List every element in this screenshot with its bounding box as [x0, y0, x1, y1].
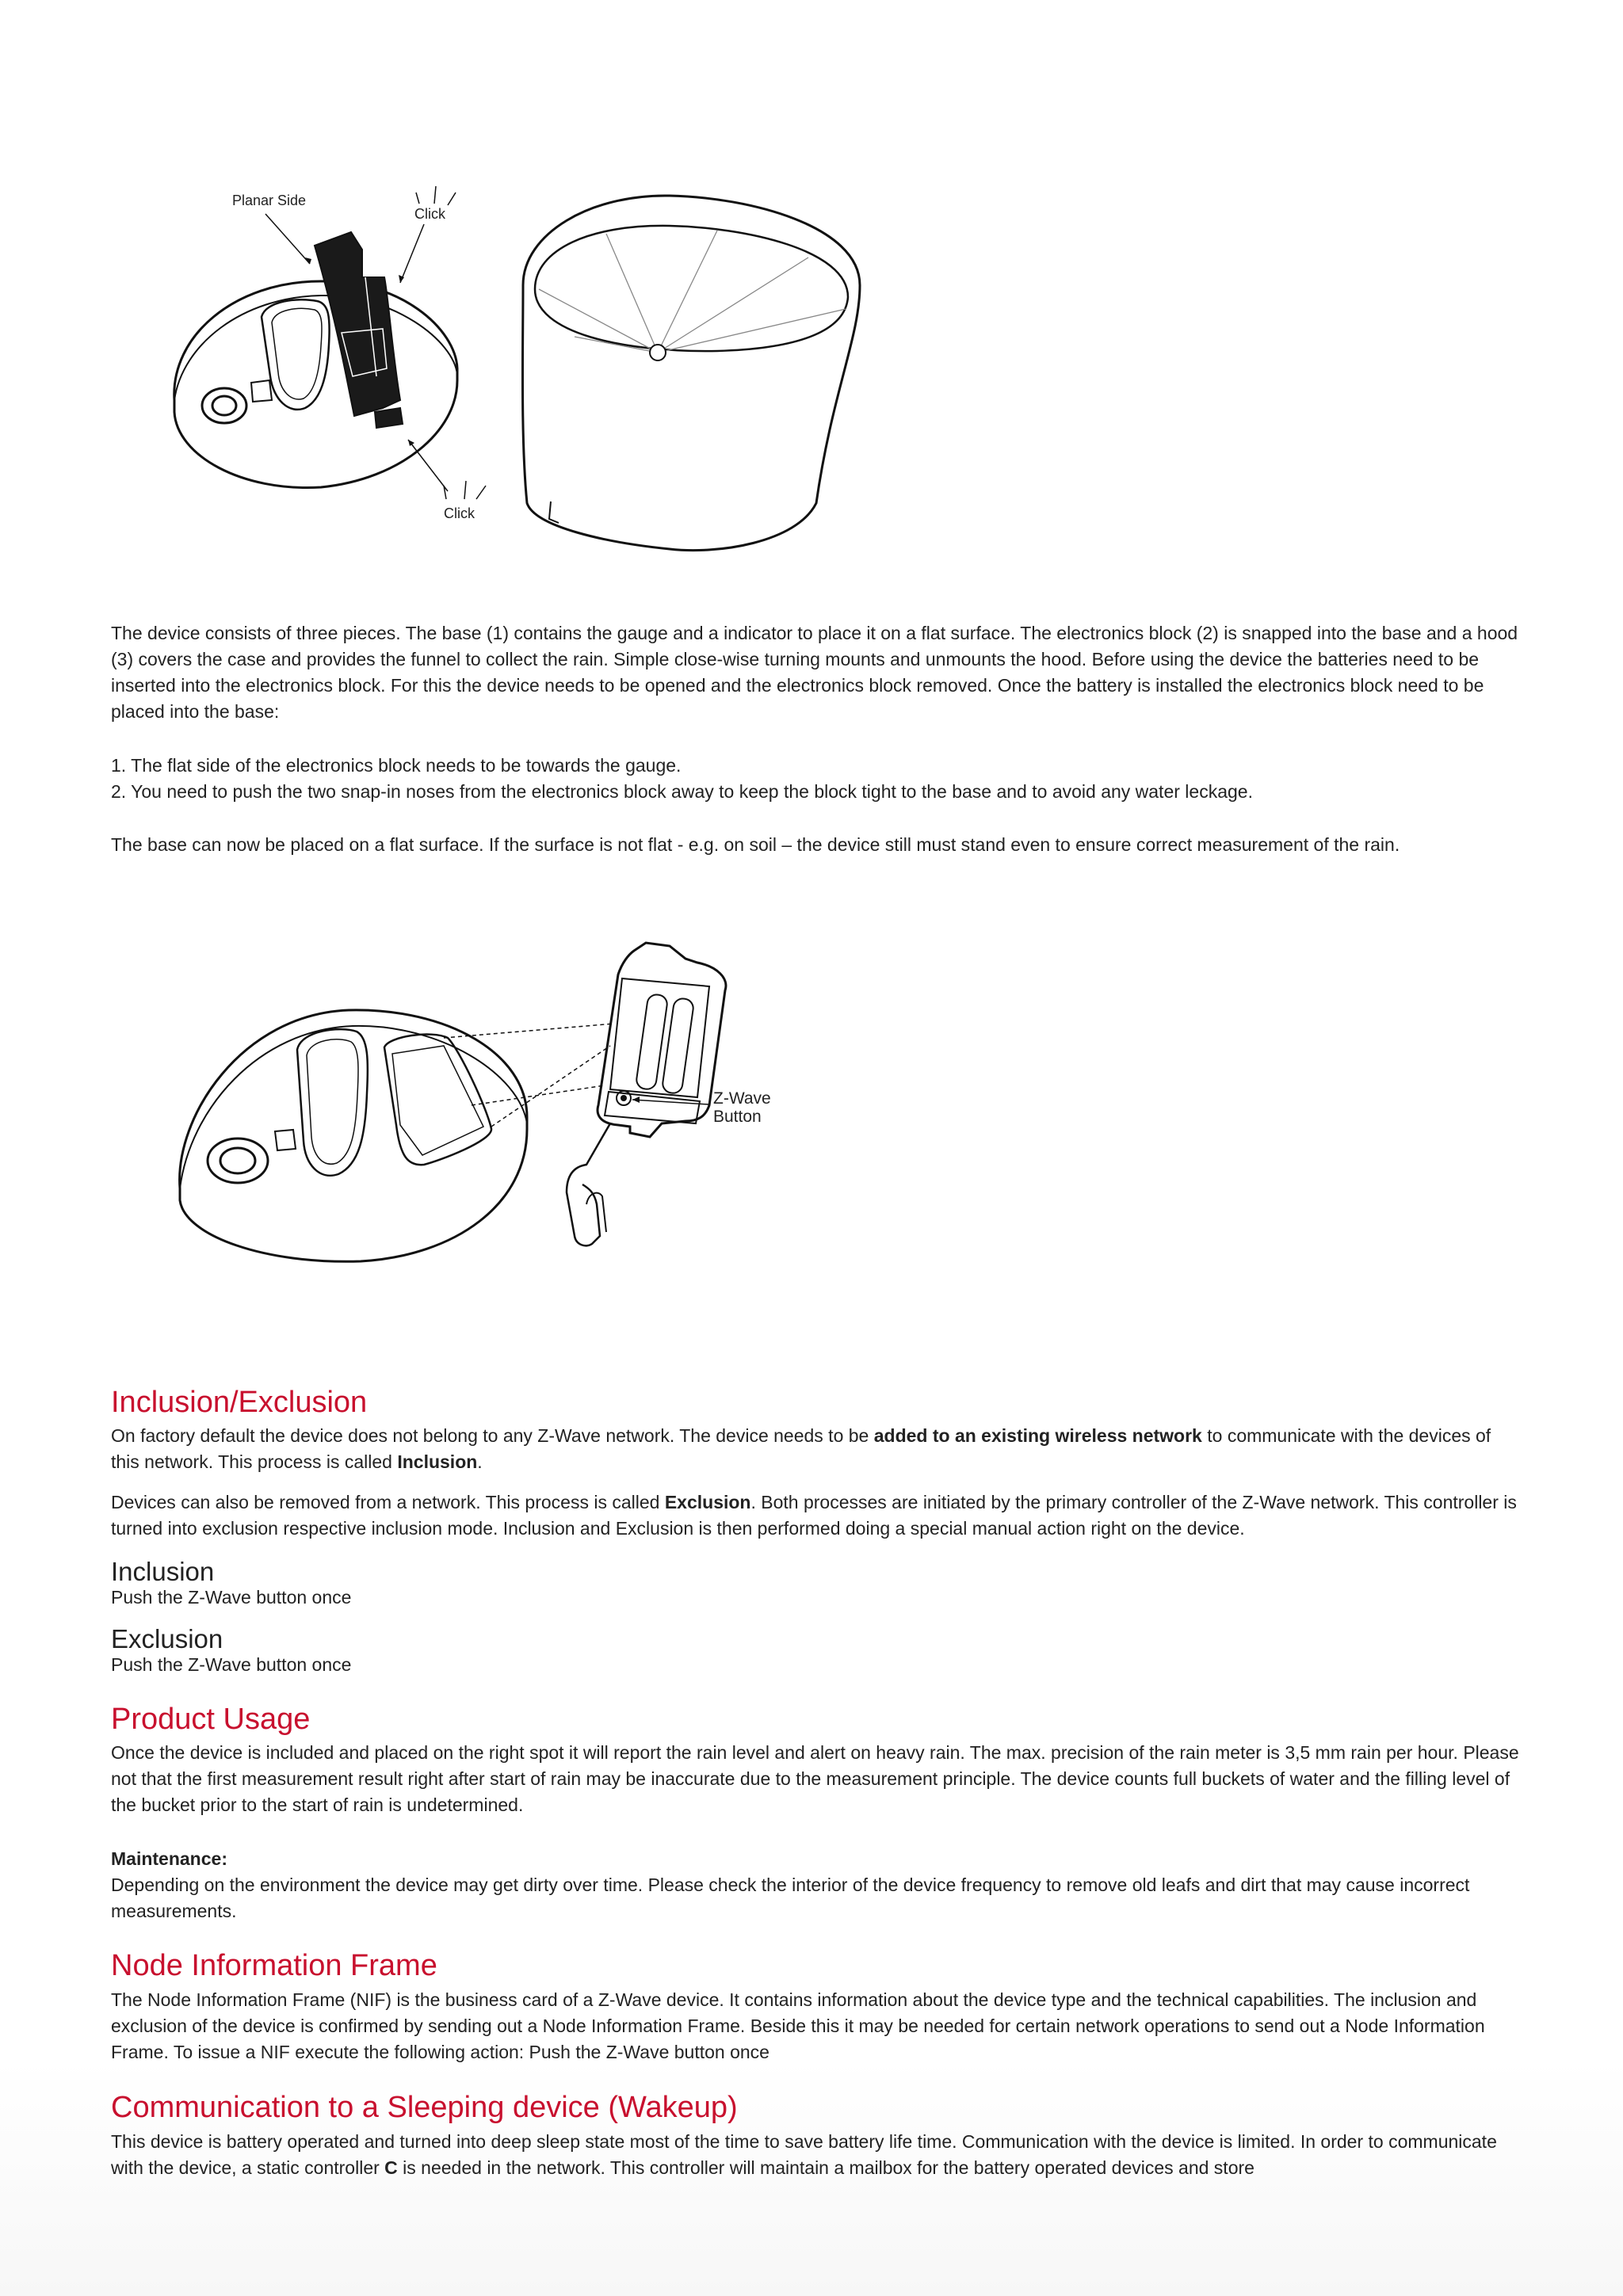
zwave-label-line1: Z-Wave: [713, 1089, 771, 1108]
wakeup-heading: Communication to a Sleeping device (Wakeup): [111, 2091, 738, 2124]
electronics-block: [315, 232, 403, 428]
exclusion-intro-paragraph: Devices can also be removed from a network. This process is called Exclusion. Both processes are initiated by the primary controller of the Z-Wave network. This controller is turned into exclusion respective inclusion mode. Inclusion and Exclusion is then performed doing a special manual action right on the device.: [111, 1492, 1517, 1539]
inclusion-subheading: Inclusion: [111, 1557, 215, 1586]
screwdriver: [567, 1123, 610, 1245]
zwave-button-drawing: [170, 919, 852, 1291]
inclusion-exclusion-heading: Inclusion/Exclusion: [111, 1386, 368, 1419]
zwave-label-line2: Button: [713, 1108, 762, 1126]
assembly-illustration: [162, 139, 876, 566]
maintenance-block: [111, 1846, 1522, 1924]
intro-paragraph: The device consists of three pieces. The base (1) contains the gauge and a indicator to place it on a flat surface. The electronics block (2) is snapped into the base and a hood (3) covers the case and provides the funnel to collect the rain. Simple close-wise turning mounts and unmounts the hood. Before using the device the batteries need to be inserted into the electronics block. For this the device needs to be opened and the electronics block removed. Once the battery is installed the electronics block need to be placed into the base:: [111, 623, 1518, 722]
planar-side-label: Planar Side: [232, 193, 307, 208]
zwave-button-illustration: [170, 919, 852, 1291]
nif-heading: Node Information Frame: [111, 1949, 437, 1982]
gauge-circle: [202, 388, 246, 423]
wakeup-paragraph: This device is battery operated and turned into deep sleep state most of the time to save battery life time. Communication with the device is limited. In order to communicate with the device, a static controller C is needed in the network. This controller will maintain a mailbox for the battery operated devices and store: [111, 2131, 1497, 2178]
placement-note: The base can now be placed on a flat surface. If the surface is not flat - e.g. on soil – the device still must stand even to ensure correct measurement of the rain.: [111, 834, 1400, 855]
inclusion-instruction: Push the Z-Wave button once: [111, 1587, 352, 1608]
click-label-top: Click: [414, 206, 445, 222]
click-label-bottom: Click: [444, 505, 475, 521]
setup-steps: [111, 753, 1522, 805]
gauge-circle-2: [208, 1138, 268, 1183]
setup-step-1: 1. The flat side of the electronics block needs to be towards the gauge.: [111, 755, 682, 776]
maintenance-text: Depending on the environment the device may get dirty over time. Please check the interior of the device frequency to remove old leafs and dirt that may cause incorrect measurements.: [111, 1875, 1470, 1921]
maintenance-label: Maintenance:: [111, 1848, 227, 1869]
electronics-pocket: [384, 1035, 491, 1165]
assembly-drawing: [162, 139, 876, 566]
base-disc: [174, 281, 457, 488]
hood-body: [522, 196, 860, 551]
exclusion-instruction: Push the Z-Wave button once: [111, 1654, 352, 1675]
nif-paragraph: The Node Information Frame (NIF) is the business card of a Z-Wave device. It contains information about the device type and the technical capabilities. The inclusion and exclusion of the device is confirmed by sending out a Node Information Frame. Beside this it may be needed for certain network operations to send out a Node Information Frame. To issue a NIF execute the following action: Push the Z-Wave button once: [111, 1989, 1485, 2062]
product-usage-paragraph: Once the device is included and placed on the right spot it will report the rain level and alert on heavy rain. The max. precision of the rain meter is 3,5 mm rain per hour. Please not that the first measurement result right after start of rain may be inaccurate due to the measurement principle. The device counts full buckets of water and the filling level of the bucket prior to the start of rain is undetermined.: [111, 1742, 1519, 1815]
setup-step-2: 2. You need to push the two snap-in noses from the electronics block away to keep the block tight to the base and to avoid any water leckage.: [111, 781, 1253, 802]
product-usage-heading: Product Usage: [111, 1703, 311, 1736]
exclusion-subheading: Exclusion: [111, 1624, 223, 1653]
inclusion-intro-paragraph: On factory default the device does not belong to any Z-Wave network. The device needs to be added to an existing wireless network to communicate with the devices of this network. This process is called Inclusion.: [111, 1425, 1491, 1472]
